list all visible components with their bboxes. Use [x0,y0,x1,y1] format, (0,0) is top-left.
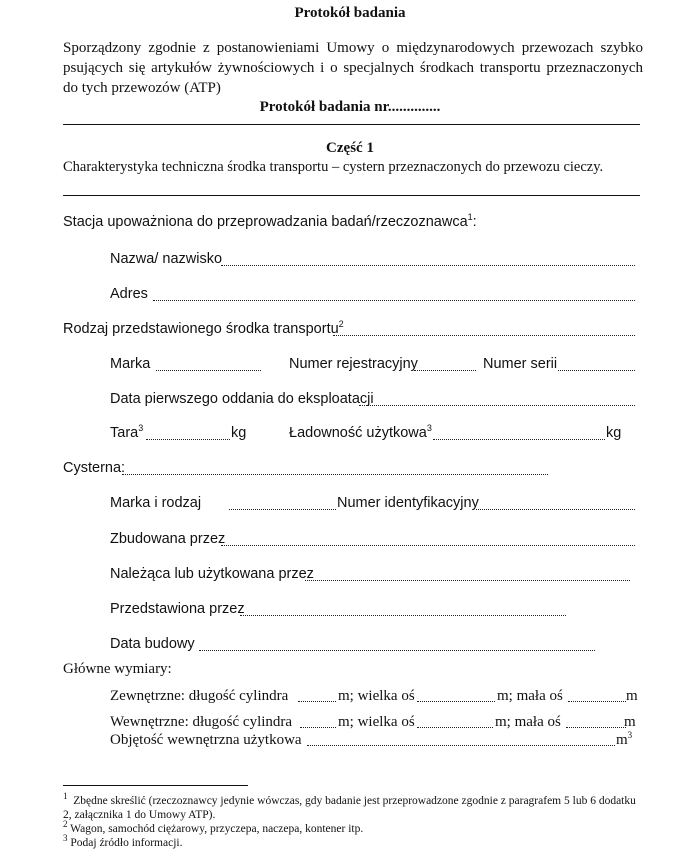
transport-type-field[interactable] [333,335,635,336]
internal-major-label: m; wielka oś [338,714,415,730]
transport-type-label: Rodzaj przedstawionego środka transportu [63,321,339,337]
header-rule [63,124,640,125]
registration-label: Numer rejestracyjny [289,356,418,372]
payload-unit: kg [606,425,622,441]
external-unit: m [626,688,638,704]
tank-id-field[interactable] [476,509,635,510]
external-major-field[interactable] [417,701,495,702]
footnote-1 [63,791,643,822]
footnote-ref: 2 [338,319,344,330]
footnote-ref: 3 [426,423,432,434]
build-date-label: Data budowy [110,636,195,652]
volume-unit: m [616,732,628,748]
footnote-2 [63,819,643,836]
built-by-label: Zbudowana przez [110,531,226,547]
first-use-label: Data pierwszego oddania do eksploatacji [110,391,374,407]
presented-by-field[interactable] [240,615,566,616]
station-heading [63,214,477,230]
intro-paragraph: Sporządzony zgodnie z postanowieniami Umowy o międzynarodowych przewozach szybko psujących się artykułów żywnościowych i o specjalnych środkach transportu przeznaczonych do tych przewozów (ATP) [63,40,643,96]
external-length-field[interactable] [298,701,336,702]
station-label: Stacja upoważniona do przeprowadzania badań/rzeczoznawca [63,214,468,230]
tank-field[interactable] [122,474,548,475]
volume-exponent: 3 [627,730,633,740]
owned-by-label: Należąca lub użytkowana przez [110,566,314,582]
internal-length-label: Wewnętrzne: długość cylindra [110,714,293,730]
part-rule [63,195,640,196]
external-minor-field[interactable] [568,701,626,702]
serial-field[interactable] [558,370,635,371]
external-major-label: m; wielka oś [338,688,415,704]
presented-by-label: Przedstawiona przez [110,601,245,617]
tank-make-type-field[interactable] [229,509,336,510]
external-minor-label: m; mała oś [497,688,563,704]
footnote-rule [63,785,248,786]
built-by-field[interactable] [221,545,635,546]
payload-label: Ładowność użytkowa [289,425,427,441]
make-field[interactable] [156,370,261,371]
registration-field[interactable] [414,370,476,371]
tare-field[interactable] [146,439,230,440]
build-date-field[interactable] [199,650,595,651]
payload-field[interactable] [433,439,605,440]
station-colon: : [472,214,477,230]
transport-type-heading [63,321,344,337]
internal-unit: m [624,714,636,730]
make-label: Marka [110,356,151,372]
volume-label: Objętość wewnętrzna użytkowa [110,732,302,748]
dimensions-label: Główne wymiary: [63,661,172,677]
internal-minor-field[interactable] [566,727,626,728]
external-length-label: Zewnętrzne: długość cylindra [110,688,289,704]
address-label: Adres [110,286,148,302]
volume-unit-group [616,732,632,749]
document-title: Protokół badania [294,5,406,21]
payload-label-group [289,425,432,441]
name-field[interactable] [221,265,635,266]
name-label: Nazwa/ nazwisko [110,251,223,267]
part-title: Część 1 [326,140,374,156]
footnote-text: Wagon, samochód ciężarowy, przyczepa, naczepa, kontener itp. [70,823,364,835]
tare-label: Tara [110,425,139,441]
internal-major-field[interactable] [417,727,493,728]
part-subtitle: Charakterystyka techniczna środka transportu – cystern przeznaczonych do przewozu cieczy. [63,159,604,175]
footnote-ref: 1 [467,212,473,223]
footnote-number: 1 [63,791,68,802]
footnote-text: Podaj źródło informacji. [70,837,183,849]
footnote-3 [63,833,643,850]
owned-by-field[interactable] [305,580,630,581]
tare-unit: kg [231,425,247,441]
footnote-ref: 3 [138,423,144,434]
internal-length-field[interactable] [300,727,336,728]
first-use-field[interactable] [359,405,635,406]
tank-label: Cysterna: [63,460,126,476]
address-field[interactable] [153,300,635,301]
protocol-number: Protokół badania nr.............. [259,99,441,115]
internal-minor-label: m; mała oś [495,714,561,730]
footnote-number: 3 [63,833,68,844]
tank-id-label: Numer identyfikacyjny [337,495,479,511]
volume-field[interactable] [307,745,615,746]
footnote-text: Zbędne skreślić (rzeczoznawcy jedynie wówczas, gdy badanie jest przeprowadzone zgodnie z paragrafem 5 lub 6 dodatku 2, załącznika 1 do Umowy ATP). [63,795,636,821]
serial-label: Numer serii [483,356,558,372]
footnote-number: 2 [63,819,68,830]
tare-label-group [110,425,143,441]
tank-make-type-label: Marka i rodzaj [110,495,202,511]
